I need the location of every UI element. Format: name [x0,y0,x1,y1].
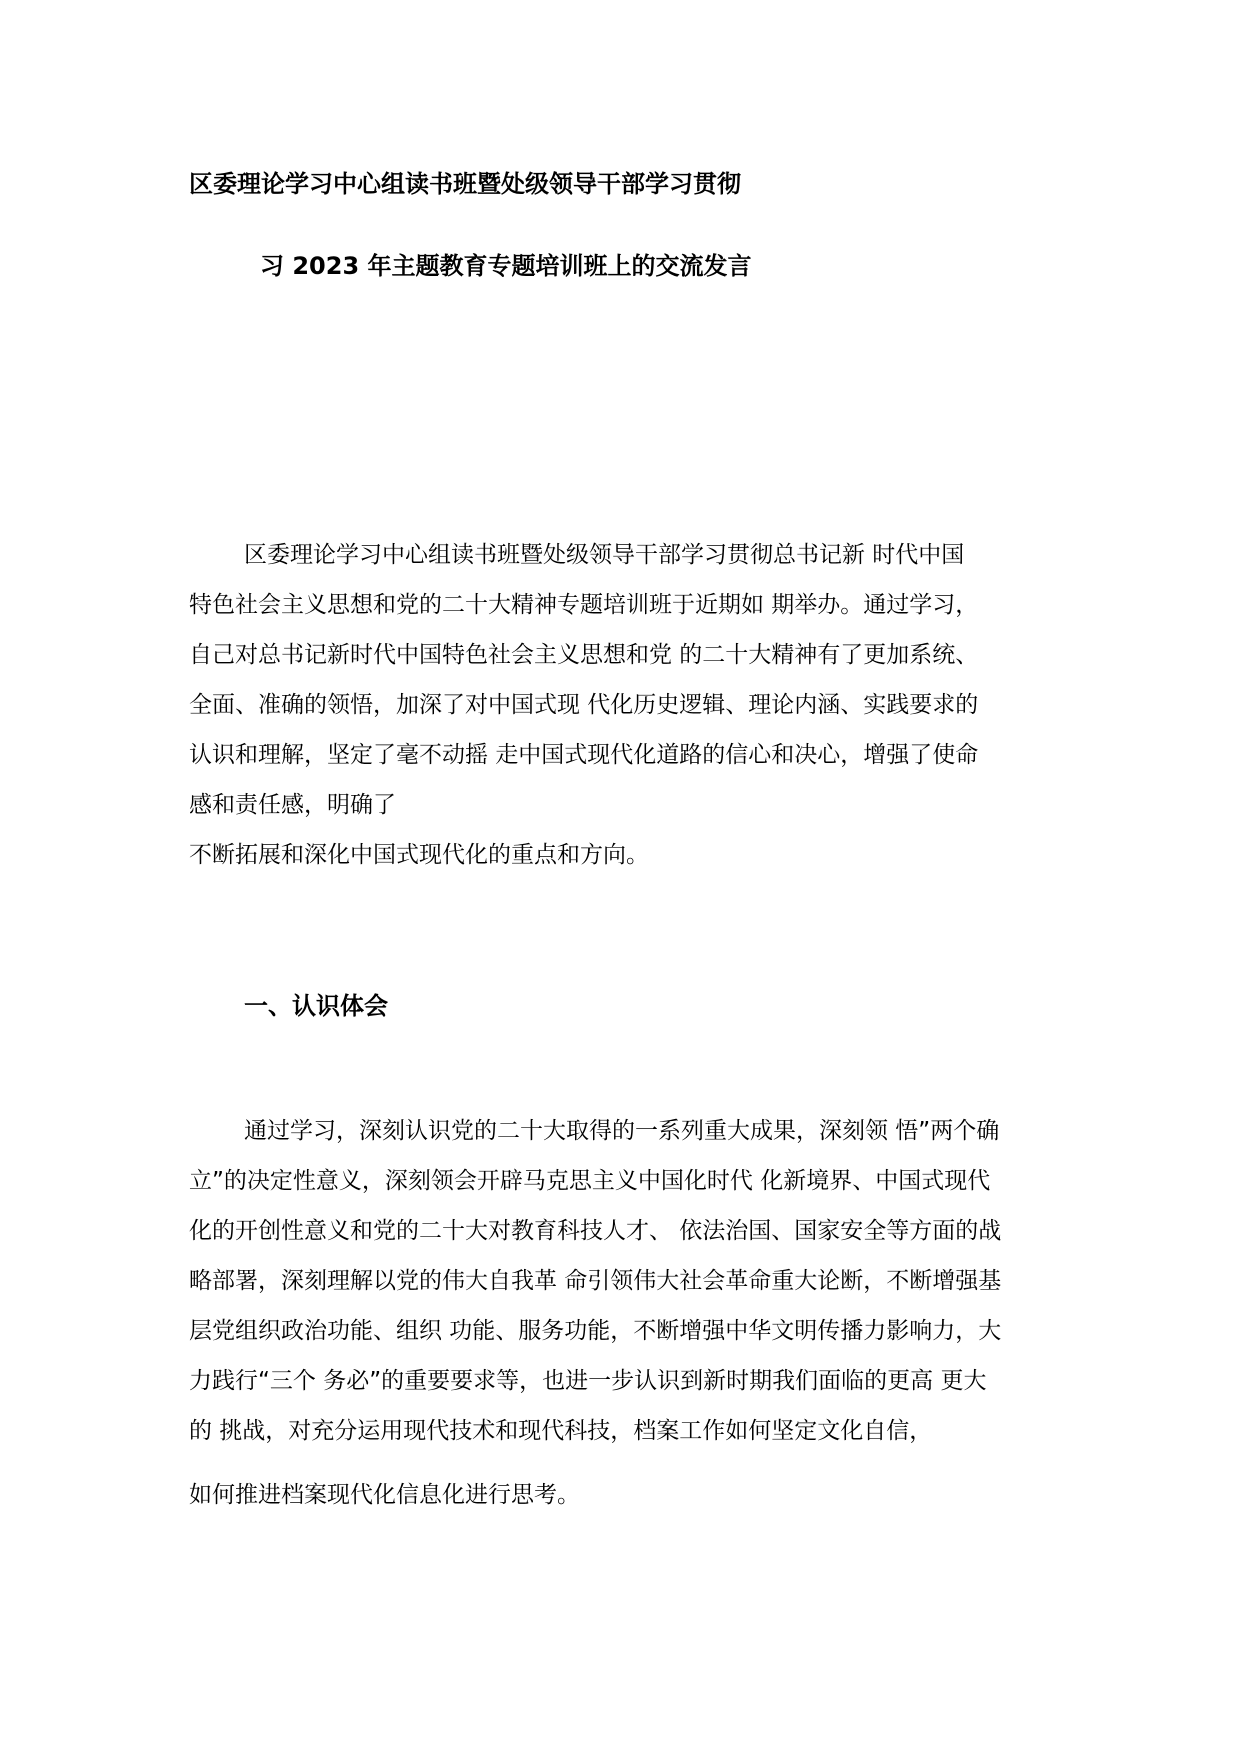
intro-tail-paragraph [189,830,1089,880]
intro-line-1: 区委理论学习中心组读书班暨处级领导干部学习贯彻总书记新 时代中国 [244,542,965,568]
body-paragraph [189,1106,1089,1456]
intro-line-3: 自己对总书记新时代中国特色社会主义思想和党 的二十大精神有了更加系统、 [189,642,979,668]
document-title-line-2: 习 2023 年主题教育专题培训班上的交流发言 [260,252,752,280]
section-heading: 一、认识体会 [244,992,388,1020]
body-line-3: 化的开创性意义和党的二十大对教育科技人才、 依法治国、国家安全等方面的战 [189,1218,1002,1244]
intro-paragraph [189,530,1089,830]
body-line-4: 略部署，深刻理解以党的伟大自我革 命引领伟大社会革命重大论断，不断增强基 [189,1268,1002,1294]
document-title-line-1: 区委理论学习中心组读书班暨处级领导干部学习贯彻 [189,170,741,198]
body-tail-paragraph [189,1470,1089,1520]
body-line-2: 立”的决定性意义，深刻领会开辟马克思主义中国化时代 化新境界、中国式现代 [189,1168,991,1194]
body-line-5: 层党组织政治功能、组织 功能、服务功能，不断增强中华文明传播力影响力，大 [189,1318,1002,1344]
intro-tail-line: 不断拓展和深化中国式现代化的重点和方向。 [189,842,649,868]
intro-line-4: 全面、准确的领悟，加深了对中国式现 代化历史逻辑、理论内涵、实践要求的 [189,692,979,718]
intro-line-6: 感和责任感，明确了 [189,792,396,818]
intro-line-2: 特色社会主义思想和党的二十大精神专题培训班于近期如 期举办。通过学习， [189,592,979,618]
body-line-7: 的 挑战，对充分运用现代技术和现代科技，档案工作如何坚定文化自信， [189,1418,933,1444]
intro-line-5: 认识和理解，坚定了毫不动摇 走中国式现代化道路的信心和决心，增强了使命 [189,742,979,768]
body-tail-line: 如何推进档案现代化信息化进行思考。 [189,1482,580,1508]
body-line-6: 力践行“三个 务必”的重要要求等，也进一步认识到新时期我们面临的更高 更大 [189,1368,987,1394]
body-line-1: 通过学习，深刻认识党的二十大取得的一系列重大成果，深刻领 悟”两个确 [244,1118,1000,1144]
